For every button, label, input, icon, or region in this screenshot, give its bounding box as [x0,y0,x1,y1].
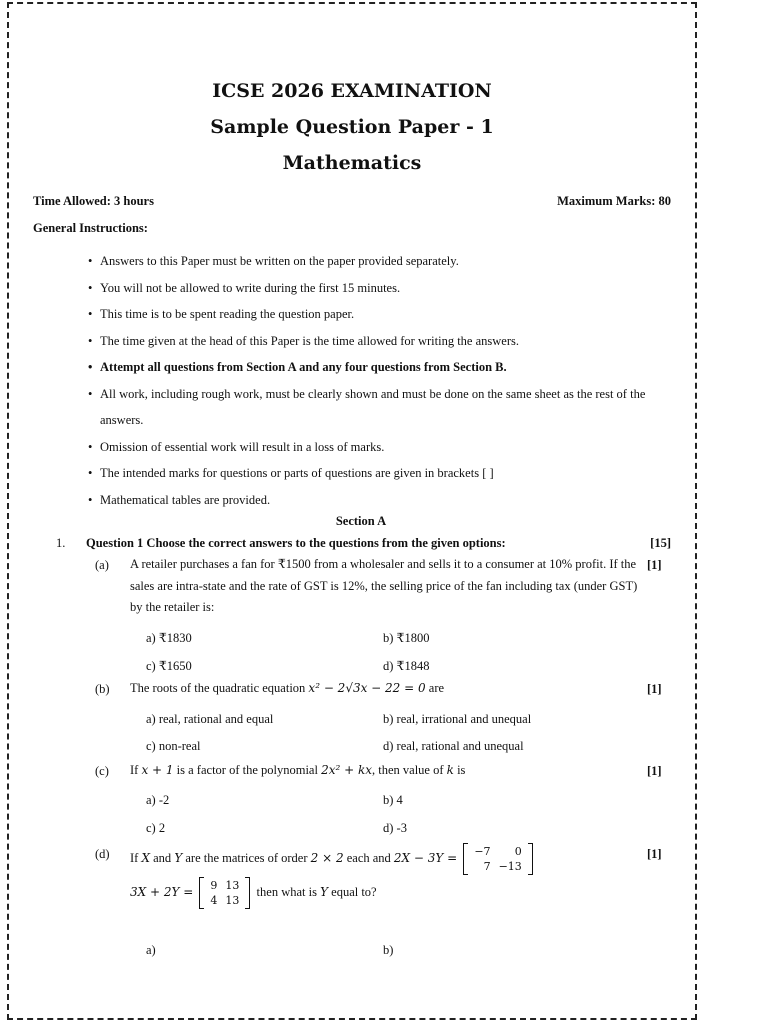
matrix-cell: 9 [210,879,218,893]
time-allowed: Time Allowed: 3 hours [33,194,154,208]
part-b-text-before: The roots of the quadratic equation [130,681,306,695]
part-c-text [130,760,640,782]
question-heading: Question 1 Choose the correct answers to the questions from the given options: [86,536,506,550]
matrix-y: Y [174,851,183,865]
maximum-marks: Maximum Marks: 80 [557,194,671,208]
part-d-line-1 [130,842,640,875]
matrix-cell: −7 [474,845,491,859]
instruction-item: • Mathematical tables are provided. [86,487,666,514]
part-d-marks: [1] [647,847,662,861]
matrix-cell: 7 [483,860,491,874]
instruction-item: • All work, including rough work, must be clearly shown and must be done on the same sheet as the rest of the answers. [86,381,666,434]
text: each and [346,851,391,865]
polynomial-expression: 2x² + kx [321,763,373,777]
text: If [130,763,139,777]
instruction-item: • You will not be allowed to write during the first 15 minutes. [86,275,666,302]
part-d-label: (d) [95,847,110,861]
part-a-marks: [1] [647,558,662,572]
text: is a factor of the polynomial [176,763,318,777]
matrix-cell: 4 [210,894,218,908]
option-a: a) ₹1830 [146,631,192,645]
text: equal to? [331,885,377,899]
question-marks: [15] [650,536,671,550]
part-b-text [130,678,640,700]
option-c: c) non-real [146,739,201,753]
matrix-y: Y [320,885,329,899]
part-b-marks: [1] [647,682,662,696]
text: , then value of [372,763,444,777]
instruction-item: • The time given at the head of this Paper is the time allowed for writing the answers. [86,328,666,355]
instructions-list [86,248,666,513]
matrix-order: 2 × 2 [310,851,344,865]
instruction-item: • Attempt all questions from Section A and any four questions from Section B. [86,354,666,381]
matrix-1 [463,843,532,875]
text: is [457,763,466,777]
option-c: c) ₹1650 [146,659,192,673]
factor-expression: x + 1 [141,763,174,777]
option-b: b) ₹1800 [383,631,430,645]
matrix-cell: 13 [225,894,240,908]
section-a-heading: Section A [335,514,387,528]
option-d: d) ₹1848 [383,659,430,673]
part-a-text: A retailer purchases a fan for ₹1500 from a wholesaler and sells it to a consumer at 10% profit. If the sales are intra-state and the rate of GST is 12%, the selling price of the fan including tax (under GST) by the retailer is: [130,557,638,614]
subject-title: Mathematics [282,152,422,174]
equation-lhs-1: 2X − 3Y = [393,851,458,865]
paper-title: Sample Question Paper - 1 [210,116,494,138]
part-b-label: (b) [95,682,110,696]
quadratic-equation: x² − 2√3x − 22 = 0 [308,681,426,695]
part-b-text-after: are [428,681,445,695]
part-c-marks: [1] [647,764,662,778]
text: are the matrices of order [185,851,308,865]
part-c-label: (c) [95,764,109,778]
option-a: a) [146,943,156,957]
exam-title: ICSE 2026 EXAMINATION [212,80,492,102]
question-number: 1. [56,536,66,550]
part-d-line-2 [130,876,640,909]
instruction-item: • The intended marks for questions or parts of questions are given in brackets [ ] [86,460,666,487]
general-instructions-heading: General Instructions: [33,221,148,235]
option-d: d) real, rational and unequal [383,739,524,753]
instruction-item: • This time is to be spent reading the question paper. [86,301,666,328]
option-a: a) -2 [146,793,170,807]
matrix-cell: −13 [498,860,522,874]
instruction-item: • Omission of essential work will result in a loss of marks. [86,434,666,461]
option-b: b) real, irrational and unequal [383,712,532,726]
equation-lhs-2: 3X + 2Y = [130,885,194,899]
matrix-cell: 0 [514,845,522,859]
text: and [153,851,172,865]
matrix-x: X [141,851,150,865]
text: If [130,851,139,865]
matrix-2 [199,877,250,909]
option-c: c) 2 [146,821,166,835]
option-b: b) 4 [383,793,403,807]
variable-k: k [446,763,454,777]
part-a-label: (a) [95,558,109,572]
matrix-cell: 13 [225,879,240,893]
instruction-item: • Answers to this Paper must be written on the paper provided separately. [86,248,666,275]
option-a: a) real, rational and equal [146,712,274,726]
text: then what is [256,885,317,899]
option-d: d) -3 [383,821,407,835]
option-b: b) [383,943,394,957]
